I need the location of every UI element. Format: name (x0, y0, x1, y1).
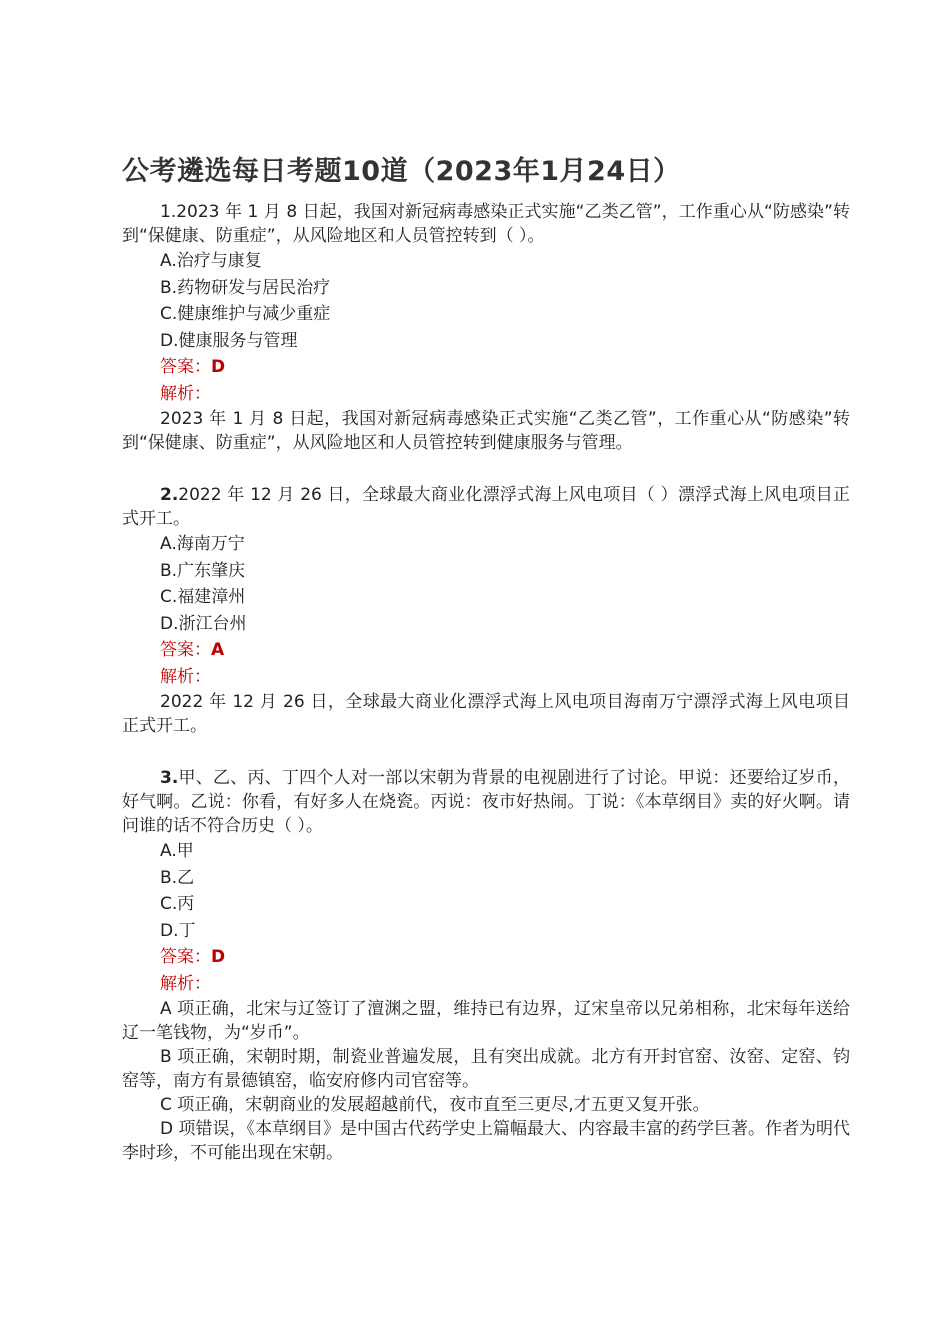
question-stem (122, 200, 850, 248)
answer-value: D (211, 947, 226, 967)
question-number: 1. (160, 202, 177, 222)
question-text: 甲、乙、丙、丁四个人对一部以宋朝为背景的电视剧进行了讨论。甲说：还要给辽岁币，好气啊。乙说：你看，有好多人在烧瓷。丙说：夜市好热闹。丁说：《本草纲目》卖的好火啊。请问谁的话不符合历史（ ）。 (122, 768, 850, 836)
answer-value: D (211, 357, 226, 377)
option-c: C.丙 (160, 894, 195, 914)
question-number: 2. (160, 485, 179, 505)
analysis-text: D 项错误，《本草纲目》是中国古代药学史上篇幅最大、内容最丰富的药学巨著。作者为明代李时珍，不可能出现在宋朝。 (122, 1119, 850, 1163)
option-a: A.甲 (160, 841, 194, 861)
answer-label: 答案： (160, 357, 211, 377)
title-suffix: 日） (625, 156, 681, 187)
analysis-text: 2022 年 12 月 26 日，全球最大商业化漂浮式海上风电项目海南万宁漂浮式海上风电项目正式开工。 (122, 692, 850, 736)
title-day: 24 (587, 156, 626, 187)
title-count: 10 (342, 156, 381, 187)
title-year: 2023 (435, 156, 513, 187)
question-number: 3. (160, 768, 179, 788)
question-1 (122, 200, 850, 455)
option-a: A.海南万宁 (160, 534, 245, 554)
question-3 (122, 766, 850, 1165)
option-d: D.浙江台州 (160, 613, 247, 634)
analysis-text: 2023 年 1 月 8 日起，我国对新冠病毒感染正式实施“乙类乙管”，工作重心从“防感染”转到“保健康、防重症”，从风险地区和人员管控转到健康服务与管理。 (122, 409, 850, 453)
title-month: 1 (540, 156, 560, 187)
document-page (122, 150, 850, 1165)
option-d: D.健康服务与管理 (160, 330, 298, 351)
answer-label: 答案： (160, 640, 211, 660)
analysis-label: 解析： (160, 666, 211, 687)
question-text: 2023 年 1 月 8 日起，我国对新冠病毒感染正式实施“乙类乙管”，工作重心从“防感染”转到“保健康、防重症”，从风险地区和人员管控转到（ ）。 (122, 202, 850, 246)
answer-value: A (211, 640, 225, 660)
title-month-unit: 月 (559, 156, 588, 187)
option-c: C.健康维护与减少重症 (160, 304, 331, 324)
question-stem (122, 766, 850, 838)
analysis-text: B 项正确，宋朝时期，制瓷业普遍发展，且有突出成就。北方有开封官窑、汝窑、定窑、钧窑等，南方有景德镇窑，临安府修内司官窑等。 (122, 1047, 850, 1091)
answer-line (122, 637, 850, 664)
answer-line (122, 944, 850, 971)
option-b: B.广东肇庆 (160, 560, 246, 581)
analysis-text: C 项正确，宋朝商业的发展超越前代，夜市直至三更尽,才五更又复开张。 (160, 1095, 710, 1115)
title-mid: 道（ (380, 156, 436, 187)
question-2 (122, 483, 850, 738)
answer-label: 答案： (160, 947, 211, 967)
analysis-label: 解析： (160, 383, 211, 404)
option-d: D.丁 (160, 920, 196, 941)
spacer (122, 455, 850, 483)
option-c: C.福建漳州 (160, 587, 246, 607)
answer-line (122, 354, 850, 381)
option-b: B.乙 (160, 867, 195, 888)
analysis-label: 解析： (160, 973, 211, 994)
question-stem (122, 483, 850, 531)
analysis-text: A 项正确，北宋与辽签订了澶渊之盟，维持已有边界，辽宋皇帝以兄弟相称，北宋每年送给辽一笔钱物，为“岁币”。 (122, 999, 850, 1043)
page-title (122, 150, 850, 194)
spacer (122, 738, 850, 766)
title-prefix: 公考遴选每日考题 (122, 156, 342, 187)
option-b: B.药物研发与居民治疗 (160, 277, 331, 298)
question-text: 2022 年 12 月 26 日，全球最大商业化漂浮式海上风电项目（ ）漂浮式海上风电项目正式开工。 (122, 485, 850, 529)
title-year-unit: 年 (512, 156, 541, 187)
option-a: A.治疗与康复 (160, 251, 262, 271)
